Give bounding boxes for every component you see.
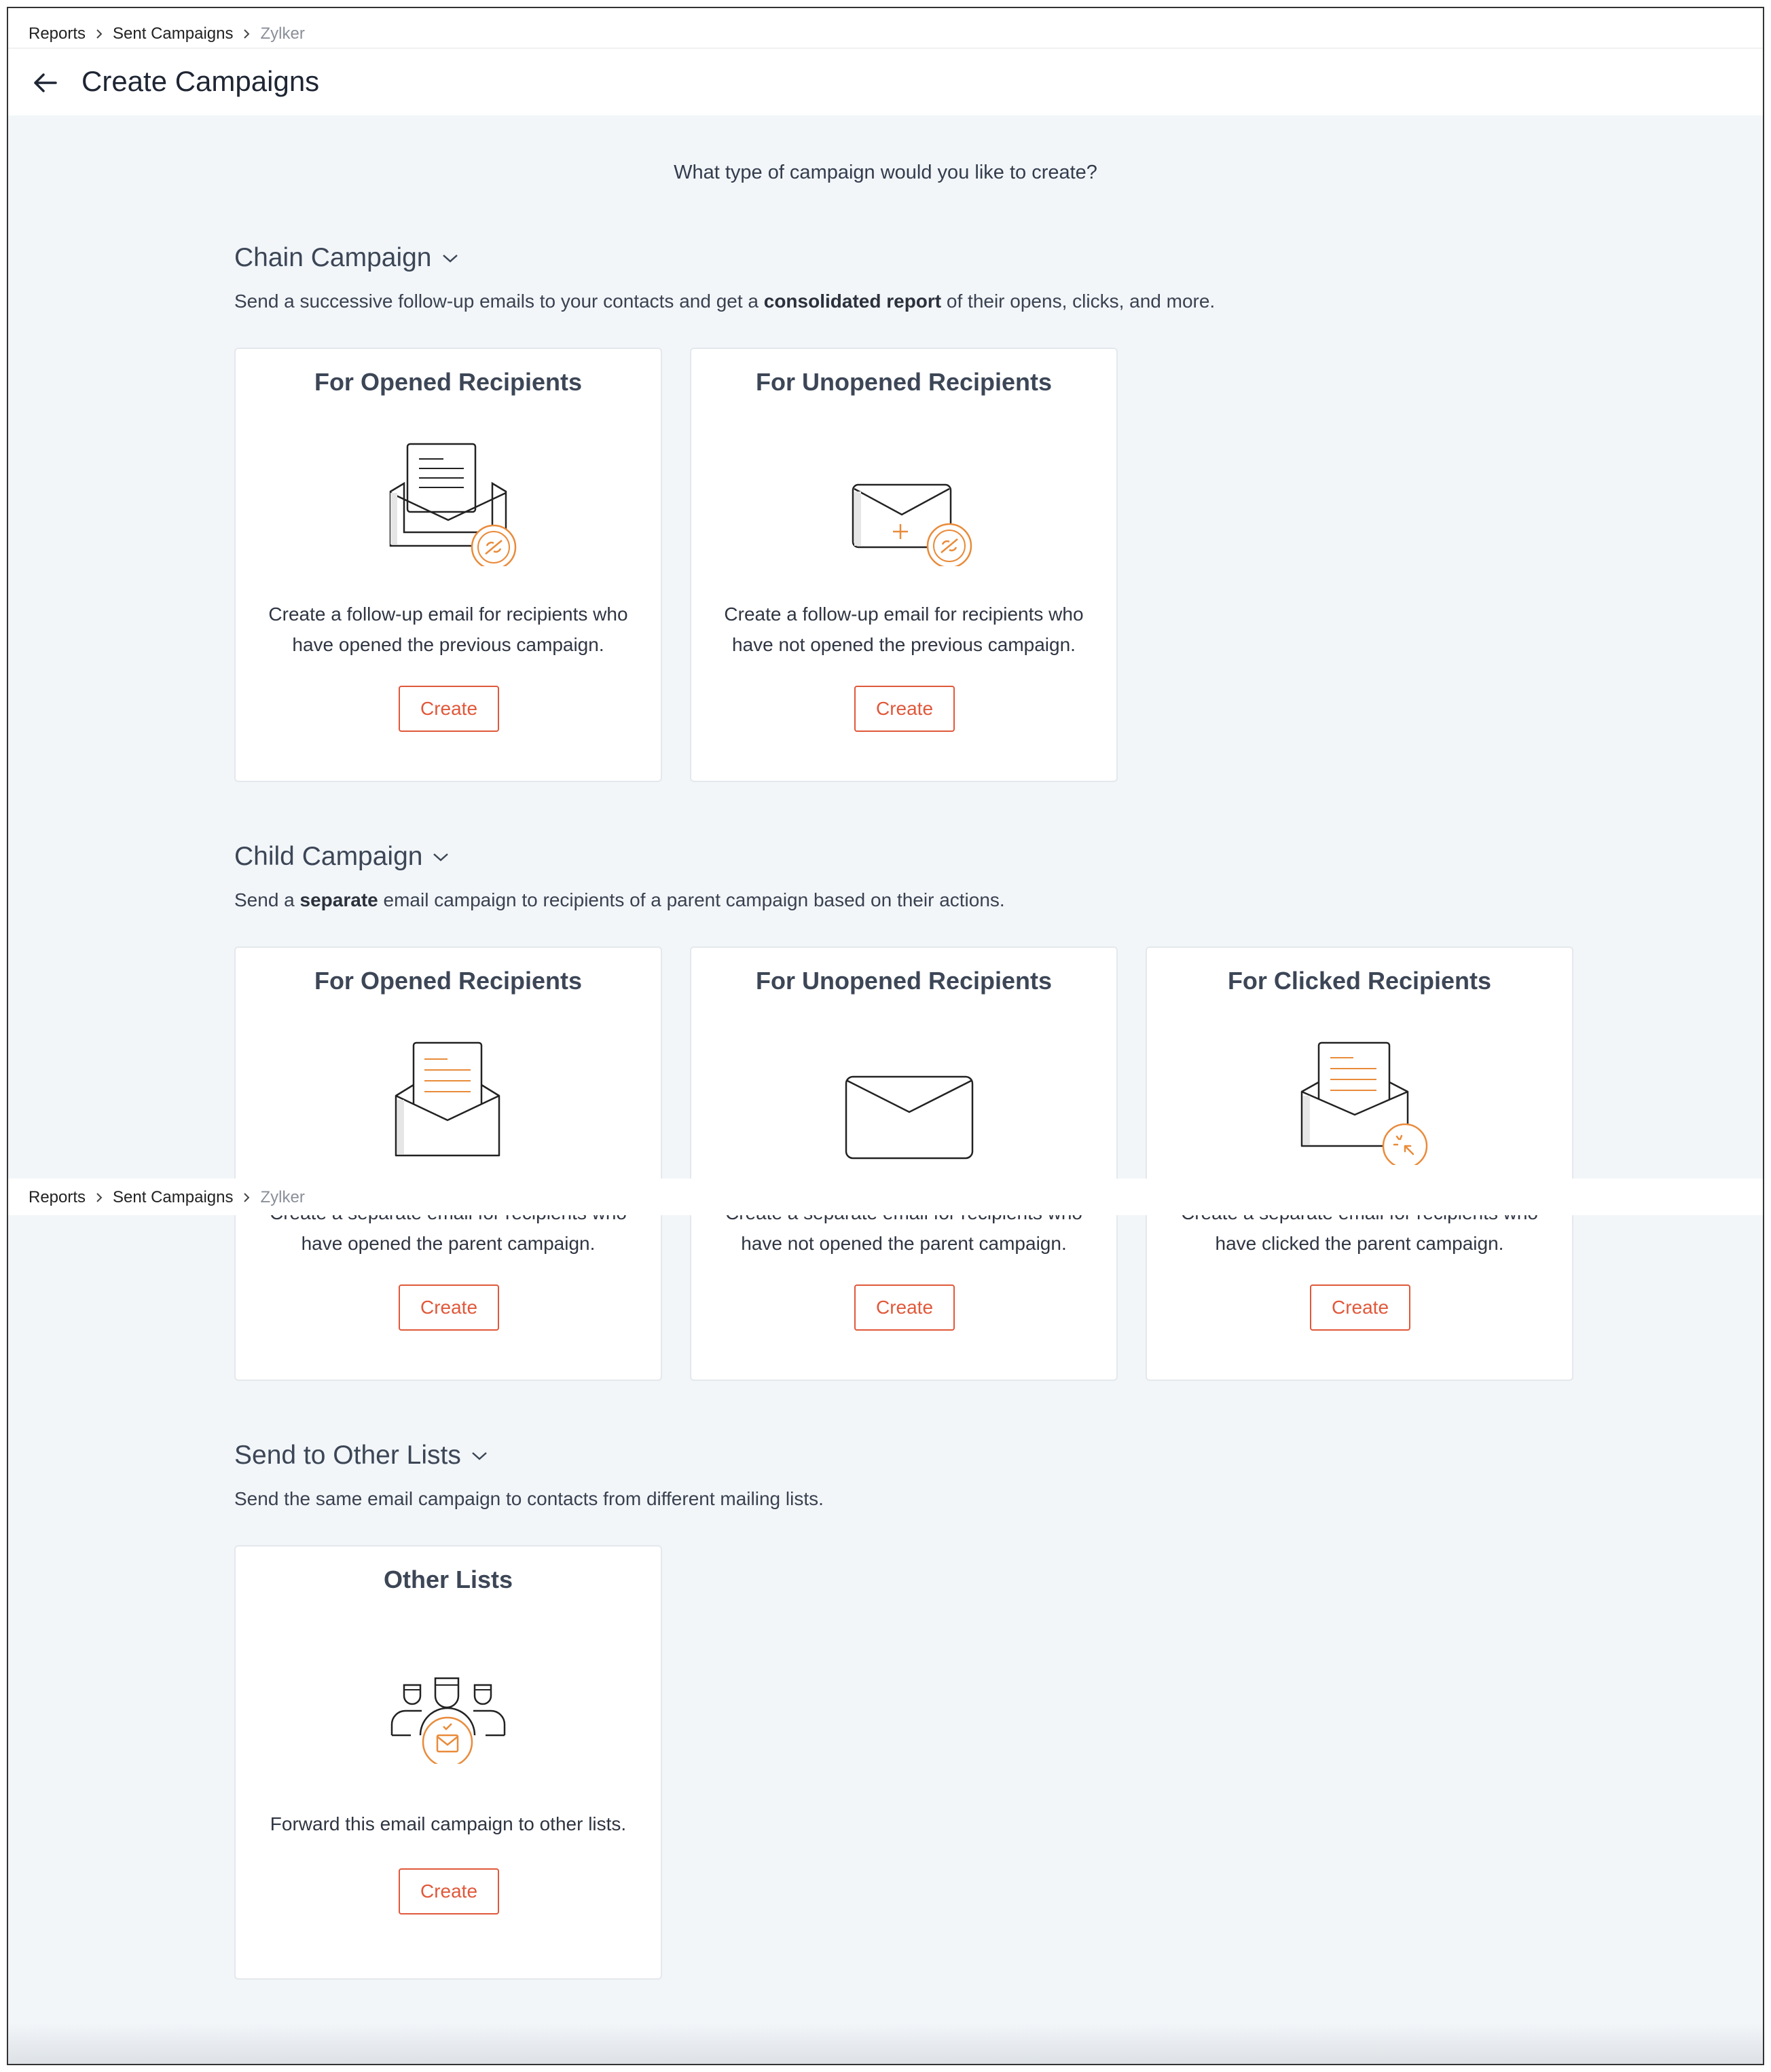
page-header xyxy=(8,8,1763,115)
create-button[interactable]: Create xyxy=(399,1284,499,1331)
card-description: have opened the parent campaign. xyxy=(301,1233,596,1254)
create-button[interactable]: Create xyxy=(854,686,955,732)
chain-unopened-card xyxy=(690,348,1118,782)
open-envelope-icon xyxy=(236,1029,661,1165)
child-unopened-card xyxy=(690,946,1118,1381)
page-title: Create Campaigns xyxy=(81,65,320,97)
chevron-right-icon xyxy=(242,29,251,39)
open-envelope-link-icon xyxy=(236,430,661,566)
breadcrumb-reports[interactable]: Reports xyxy=(29,24,86,43)
chevron-down-icon xyxy=(441,253,459,263)
app-window xyxy=(7,7,1764,2065)
closed-envelope-icon xyxy=(691,1029,1116,1165)
chevron-right-icon xyxy=(95,29,103,39)
breadcrumb-current: Zylker xyxy=(260,1188,305,1206)
other-lists-description: Send the same email campaign to contacts from different mailing lists. xyxy=(234,1488,824,1509)
chain-campaign-title: Chain Campaign xyxy=(234,243,432,272)
chevron-down-icon xyxy=(432,851,450,862)
chevron-right-icon xyxy=(242,1192,251,1203)
breadcrumb xyxy=(29,20,305,48)
create-button[interactable]: Create xyxy=(854,1284,955,1331)
child-clicked-card xyxy=(1146,946,1573,1381)
create-button[interactable]: Create xyxy=(399,1868,499,1914)
chain-opened-card xyxy=(234,348,662,782)
sticky-breadcrumb-bar xyxy=(8,1179,1763,1215)
card-title: For Unopened Recipients xyxy=(755,368,1053,396)
card-description: have not opened the parent campaign. xyxy=(741,1233,1067,1254)
chevron-right-icon xyxy=(95,1192,103,1203)
other-lists-card xyxy=(234,1545,662,1980)
chain-campaign-toggle[interactable] xyxy=(234,243,459,273)
breadcrumb-sent-campaigns[interactable]: Sent Campaigns xyxy=(113,1188,234,1206)
card-title: For Unopened Recipients xyxy=(755,967,1053,995)
create-button[interactable]: Create xyxy=(399,686,499,732)
child-campaign-description: Send a separate email campaign to recipients of a parent campaign based on their actions. xyxy=(234,889,1005,910)
other-lists-title: Send to Other Lists xyxy=(234,1441,461,1470)
card-description: Create a follow-up email for recipients who have opened the previous campaign. xyxy=(268,604,628,655)
child-campaign-toggle[interactable] xyxy=(234,842,450,872)
card-title: Other Lists xyxy=(383,1566,513,1593)
closed-envelope-link-icon xyxy=(691,430,1116,566)
child-opened-card xyxy=(234,946,662,1381)
card-description: have clicked the parent campaign. xyxy=(1215,1233,1504,1254)
card-description: Create a follow-up email for recipients who have not opened the previous campaign. xyxy=(724,604,1084,655)
bottom-shadow xyxy=(8,2023,1763,2064)
envelope-click-icon xyxy=(1147,1029,1572,1165)
chevron-down-icon xyxy=(471,1450,488,1461)
breadcrumb-reports[interactable]: Reports xyxy=(29,1188,86,1206)
create-button[interactable]: Create xyxy=(1310,1284,1410,1331)
card-title: For Opened Recipients xyxy=(314,368,583,396)
campaign-type-question: What type of campaign would you like to create? xyxy=(674,162,1097,183)
group-mail-icon xyxy=(236,1628,661,1764)
back-arrow-icon[interactable] xyxy=(26,67,64,99)
card-title: For Opened Recipients xyxy=(314,967,583,995)
card-description: Forward this email campaign to other lists. xyxy=(270,1813,627,1834)
breadcrumb xyxy=(29,1184,305,1211)
breadcrumb-sent-campaigns[interactable]: Sent Campaigns xyxy=(113,24,234,43)
other-lists-toggle[interactable] xyxy=(234,1441,488,1470)
child-campaign-title: Child Campaign xyxy=(234,842,423,871)
chain-campaign-description: Send a successive follow-up emails to your contacts and get a consolidated report of their opens, clicks, and more. xyxy=(234,291,1216,312)
breadcrumb-current: Zylker xyxy=(260,24,305,43)
card-title: For Clicked Recipients xyxy=(1227,967,1492,995)
header-divider xyxy=(8,48,1763,49)
